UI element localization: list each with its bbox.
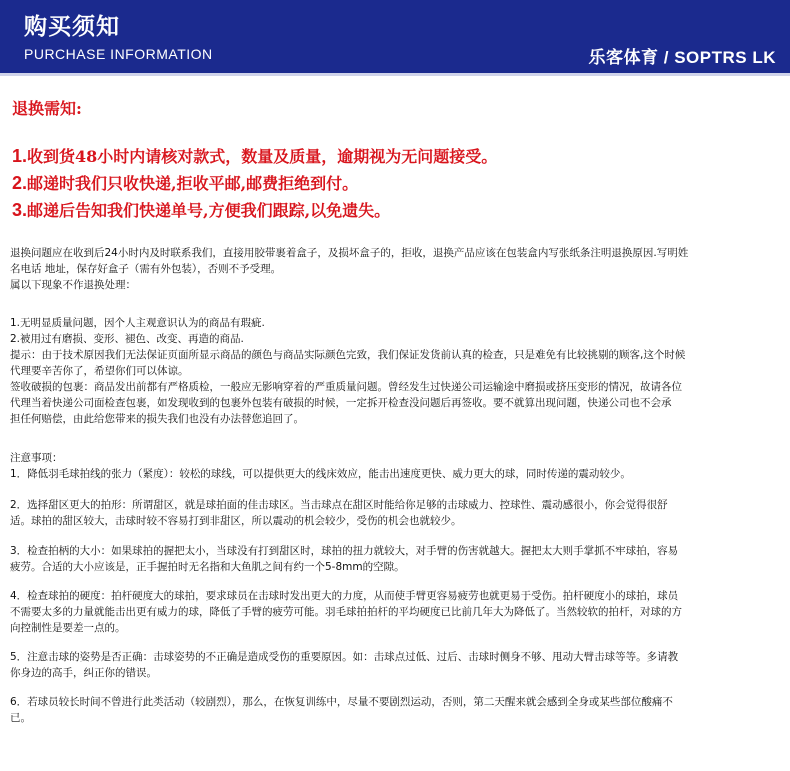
text-line: 名电话 地址，保存好盒子（需有外包装），否则不予受理。 [10, 263, 282, 275]
header-title-cn: 购买须知 [24, 14, 120, 40]
text-line: 向控制性是要差一点的。 [10, 622, 126, 634]
header-brand: 乐客体育 / SOPTRS LK [588, 48, 776, 67]
text-line: 签收破损的包裹：商品发出前都有严格质检，一般应无影响穿着的严重质量问题。曾经发生过快递公司运输途中磨损或挤压变形的情况，故请各位 [10, 381, 682, 393]
return-rule-2 [12, 171, 358, 194]
note-item-3 [10, 543, 780, 575]
text-line: 适。球拍的甜区较大，击球时较不容易打到非甜区，所以震动的机会较少，受伤的机会也就较少。 [10, 515, 462, 527]
policy-paragraph [10, 245, 780, 293]
note-item-2 [10, 497, 780, 529]
returns-title: 退换需知: [12, 99, 82, 118]
text-line: 提示：由于技术原因我们无法保证页面所显示商品的颜色与商品实际颜色完致，我们保证发货前认真的检查，只是难免有比较挑剔的顾客,这个时候 [10, 349, 686, 361]
return-rule-1 [12, 144, 497, 167]
text-line: 6．若球员较长时间不曾进行此类活动（较剧烈），那么，在恢复训练中，尽量不要剧烈运动，否则，第二天醒来就会感到全身或某些部位酸痛不 [10, 696, 673, 708]
text-line: 2.被用过有磨损、变形、褪色、改变、再造的商品. [10, 333, 244, 345]
header-divider [0, 73, 790, 76]
text-line: 已。 [10, 712, 31, 724]
text-line: 代理要辛苦你了，希望你们可以体谅。 [10, 365, 189, 377]
note-item-6 [10, 694, 780, 726]
text-line: 5．注意击球的姿势是否正确：击球姿势的不正确是造成受伤的重要原因。如：击球点过低、过后、击球时侧身不够、甩动大臂击球等等。多请教 [10, 651, 679, 663]
text-line: 疲劳。合适的大小应该是，正手握拍时无名指和大鱼肌之间有约一个5-8mm的空隙。 [10, 561, 405, 573]
text-line: 1．降低羽毛球拍线的张力（紧度）：较松的球线，可以提供更大的线床效应，能击出速度更快、威力更大的球，同时传递的震动较少。 [10, 468, 631, 480]
header-banner [0, 0, 790, 73]
text-line: 2．选择甜区更大的拍形：所谓甜区，就是球拍面的佳击球区。当击球点在甜区时能给你足够的击球威力、控球性、震动感很小，你会觉得很舒 [10, 499, 668, 511]
rule-number: 1. [12, 146, 28, 166]
rule-text: 收到货48小时内请核对款式，数量及质量，逾期视为无问题接受。 [27, 147, 498, 166]
exclusions-paragraph [10, 315, 780, 427]
notes-heading: 注意事项： [10, 452, 63, 464]
notes-title [10, 450, 780, 466]
text-line: 退换问题应在收到后24小时内及时联系我们，直接用胶带裹着盒子，及损坏盒子的，拒收，退换产品应该在包装盒内写张纸条注明退换原因.写明姓 [10, 247, 689, 259]
text-line: 3．检查拍柄的大小：如果球拍的握把太小，当球没有打到甜区时，球拍的扭力就较大，对手臂的伤害就越大。握把太大则手掌抓不牢球拍，容易 [10, 545, 679, 557]
rule-number: 3. [12, 200, 28, 220]
rule-text: 邮递时我们只收快递,拒收平邮,邮费拒绝到付。 [27, 174, 359, 193]
note-item-4 [10, 588, 780, 636]
text-line: 1.无明显质量问题，因个人主观意识认为的商品有瑕疵. [10, 317, 265, 329]
text-line: 代理当着快递公司面检查包裹，如发现收到的包裹外包装有破损的时候，一定拆开检查没问题后再签收。要不就算出现问题，快递公司也不会承 [10, 397, 672, 409]
note-item-1 [10, 466, 780, 482]
rule-number: 2. [12, 173, 28, 193]
text-line: 你身边的高手，纠正你的错误。 [10, 667, 157, 679]
text-line: 担任何赔偿，由此给您带来的损失我们也没有办法替您追回了。 [10, 413, 304, 425]
text-line: 4．检查球拍的硬度：拍杆硬度大的球拍，要求球员在击球时发出更大的力度，从而使手臂更容易疲劳也就更易于受伤。拍杆硬度小的球拍，球员 [10, 590, 679, 602]
note-item-5 [10, 649, 780, 681]
header-title-en: PURCHASE INFORMATION [24, 46, 213, 62]
return-rule-3 [12, 198, 390, 221]
text-line: 不需要太多的力量就能击出更有威力的球，降低了手臂的疲劳可能。羽毛球拍拍杆的平均硬度已比前几年大为降低了。当然较软的拍杆，对球的方 [10, 606, 682, 618]
text-line: 属以下现象不作退换处理： [10, 279, 136, 291]
rule-text: 邮递后告知我们快递单号,方便我们跟踪,以免遗失。 [27, 201, 391, 220]
